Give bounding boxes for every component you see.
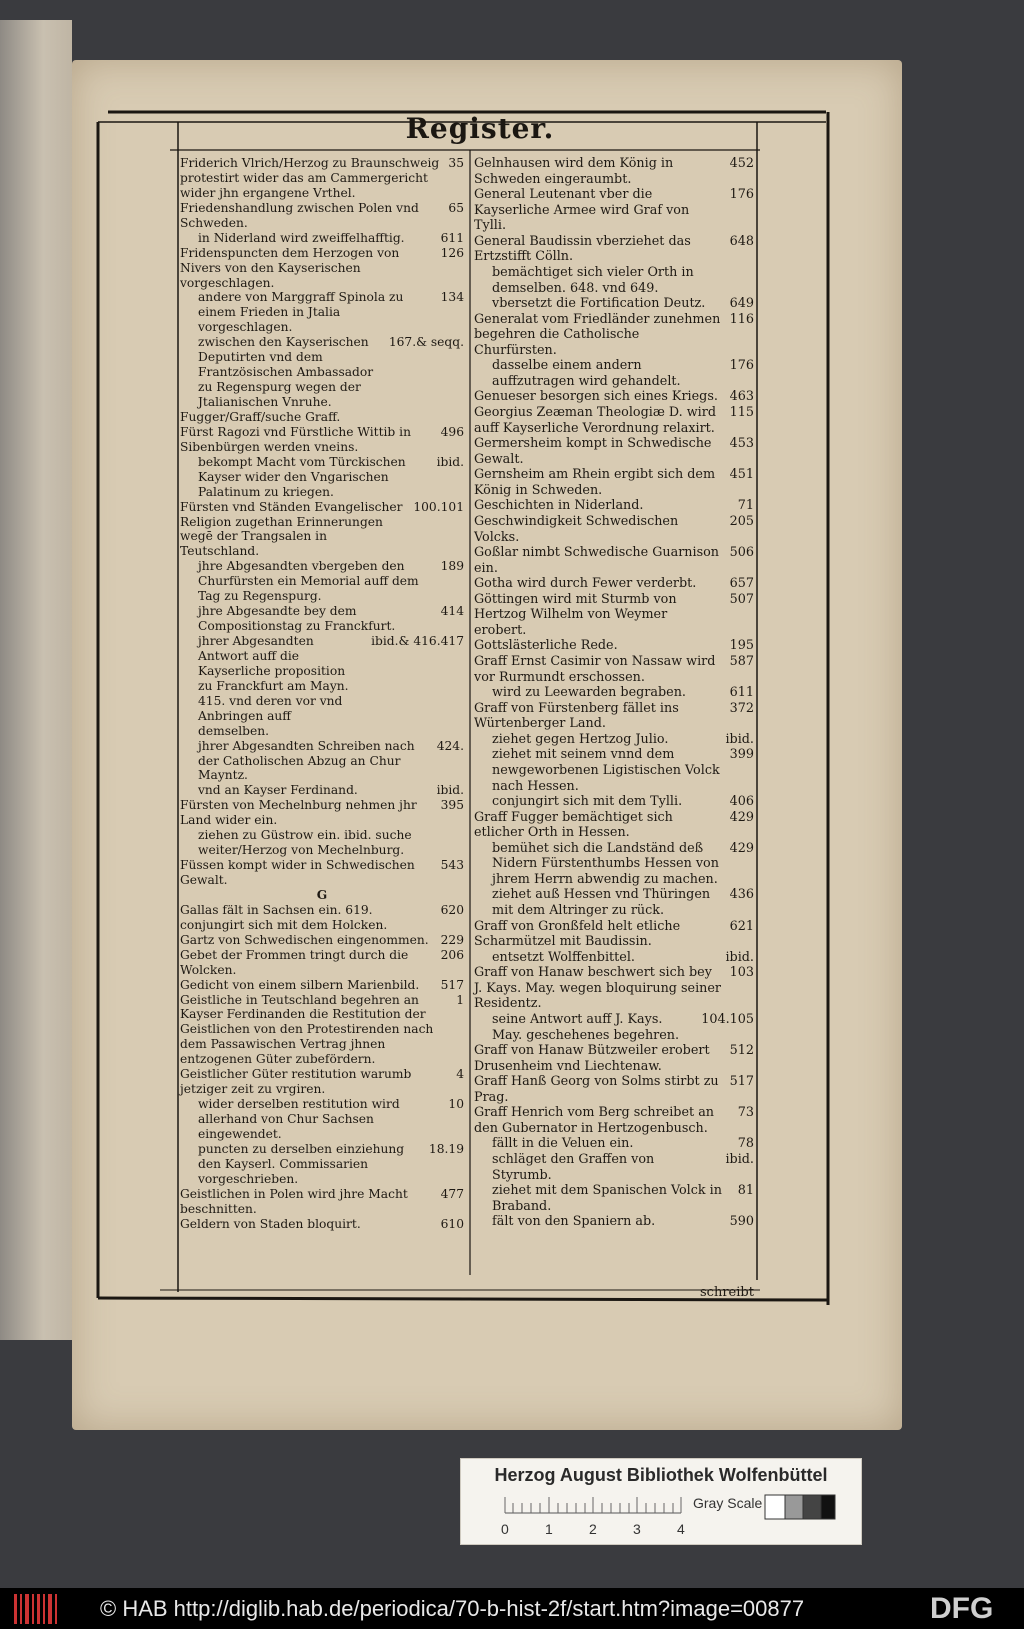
register-entry	[474, 1214, 754, 1230]
entry-page-number: 126	[440, 245, 464, 260]
register-entry	[474, 405, 754, 436]
register-entry	[180, 290, 464, 335]
entry-page-number: 134	[440, 290, 464, 305]
entry-page-number: ibid.	[725, 1152, 754, 1167]
register-entry	[180, 993, 464, 1068]
entry-page-number: 100.101	[413, 499, 464, 514]
entry-page-number: 611	[729, 685, 754, 701]
register-entry	[180, 335, 464, 410]
entry-page-number: 463	[729, 389, 754, 405]
entry-text: schläget den Graffen von Styrumb.	[492, 1152, 655, 1183]
scale-number: 4	[677, 1521, 685, 1537]
entry-text: Gebet der Frommen tringt durch die Wolcken.	[180, 947, 409, 977]
entry-text: Germersheim kompt in Schwedische Gewalt.	[474, 436, 712, 467]
entry-page-number: 395	[440, 798, 464, 813]
register-entry	[180, 933, 464, 948]
footer-bar	[0, 1588, 1024, 1629]
entry-text: jhre Abgesandte bey dem Compositionstag zu Franckfurt.	[198, 604, 396, 634]
register-entry	[180, 1217, 464, 1232]
register-entry	[180, 978, 464, 993]
entry-text: Fugger/Graff/suche Graff.	[180, 409, 341, 424]
entry-text: entsetzt Wolffenbittel.	[492, 949, 635, 965]
entry-page-number: 10	[448, 1097, 464, 1112]
entry-text: Gallas fält in Sachsen ein. 619. conjungirt sich mit dem Holcken.	[180, 902, 388, 932]
entry-text: Graff Fugger bemächtiget sich etlicher Orth in Hessen.	[474, 809, 673, 841]
entry-page-number: 452	[729, 156, 754, 171]
entry-text: Goßlar nimbt Schwedische Guarnison ein.	[474, 545, 720, 576]
entry-page-number: 4	[456, 1067, 464, 1082]
entry-page-number: 372	[729, 700, 754, 716]
entry-page-number: 167.& seqq.	[388, 335, 464, 350]
register-entry	[474, 638, 754, 654]
entry-text: Gedicht von einem silbern Marienbild.	[180, 977, 420, 992]
entry-text: Fürst Ragozi vnd Fürstliche Wittib in Sibenbürgen werden vneins.	[180, 424, 411, 454]
ruler	[461, 1459, 861, 1544]
register-entry	[474, 234, 754, 265]
entry-text: Geschichten in Niderland.	[474, 498, 644, 514]
entry-text: ziehet mit seinem vnnd dem newgeworbenen Ligistischen Volck nach Hessen.	[492, 747, 720, 794]
register-entry	[474, 950, 754, 966]
register-entry	[474, 592, 754, 639]
entry-text: Geistliche in Teutschland begehren an Kayser Ferdinanden die Restitution der Geistlichen von den Protestirenden nach dem Passawischen Vertrag jhnen entzogenen Güter zubefördern.	[180, 992, 434, 1067]
entry-page-number: 657	[729, 576, 754, 592]
entry-page-number: 116	[729, 311, 754, 327]
register-entry	[474, 841, 754, 888]
entry-text: bemächtiget sich vieler Orth in demselben. 648. vnd 649.	[492, 264, 694, 296]
register-entry	[180, 425, 464, 455]
entry-page-number: 620	[440, 902, 464, 917]
register-entry	[474, 296, 754, 312]
entry-text: Geistlicher Güter restitution warumb jetziger zeit zu vrgiren.	[180, 1067, 412, 1097]
entry-page-number: ibid.	[725, 949, 754, 965]
entry-page-number: 78	[737, 1136, 754, 1152]
entry-page-number: 610	[440, 1216, 464, 1231]
entry-text: bemühet sich die Landständ deß Nidern Fürstenthumbs Hessen von jhrem Herrn abwendig zu machen.	[492, 840, 719, 887]
entry-text: Gottslästerliche Rede.	[474, 638, 618, 654]
entry-page-number: 543	[440, 858, 464, 873]
entry-page-number: ibid.	[436, 454, 464, 469]
entry-text: Füssen kompt wider in Schwedischen Gewalt.	[180, 858, 415, 887]
entry-text: Graff Hanß Georg von Solms stirbt zu Prag.	[474, 1074, 719, 1105]
entry-text: General Leutenant vber die Kayserliche Armee wird Graf von Tylli.	[474, 187, 690, 234]
dfg-logo: DFG	[930, 1592, 994, 1625]
entry-page-number: 436	[729, 887, 754, 903]
section-letter: G	[316, 886, 328, 902]
entry-page-number: 71	[737, 498, 754, 514]
entry-page-number: 103	[729, 965, 754, 981]
register-entry	[474, 576, 754, 592]
register-entry	[180, 828, 464, 858]
register-entry	[474, 685, 754, 701]
entry-page-number: 399	[729, 747, 754, 763]
entry-text: Friedenshandlung zwischen Polen vnd Schweden.	[180, 200, 419, 230]
entry-page-number: 81	[737, 1183, 754, 1199]
catchword: schreibt	[700, 1285, 754, 1300]
register-entry	[180, 201, 464, 231]
entry-page-number: 18.19	[428, 1141, 464, 1156]
entry-text: Generalat vom Friedländer zunehmen begehren die Catholische Churfürsten.	[474, 311, 721, 358]
register-entry	[474, 1105, 754, 1136]
register-entry	[474, 810, 754, 841]
register-entry	[180, 1187, 464, 1217]
library-label-card	[460, 1458, 862, 1545]
entry-text: ziehet mit dem Spanischen Volck in Braband.	[492, 1183, 722, 1214]
entry-text: Geschwindigkeit Schwedischen Volcks.	[474, 513, 679, 545]
entry-text: zwischen den Kayserischen Deputirten vnd dem Frantzösischen Ambassador zu Regenspurg wegen der Jtalianischen Vnruhe.	[198, 335, 374, 409]
entry-page-number: 206	[440, 947, 464, 962]
entry-page-number: 414	[440, 604, 464, 619]
entry-text: General Baudissin vberziehet das Ertzstifft Cölln.	[474, 233, 691, 265]
register-entry	[474, 1136, 754, 1152]
entry-page-number: 189	[440, 559, 464, 574]
entry-text: seine Antwort auff J. Kays. May. geschehenes begehren.	[492, 1011, 680, 1043]
entry-page-number: 453	[729, 436, 754, 452]
register-entry	[474, 654, 754, 685]
scale-number: 2	[589, 1521, 597, 1537]
page-title: Register.	[405, 112, 555, 145]
register-entry	[474, 436, 754, 467]
register-entry	[474, 498, 754, 514]
entry-text: wider derselben restitution wird allerhand von Chur Sachsen eingewendet.	[198, 1097, 400, 1141]
entry-text: in Niderland wird zweiffelhafftig.	[198, 230, 405, 245]
footer-url[interactable]: © HAB http://diglib.hab.de/periodica/70-b-hist-2f/start.htm?image=00877	[100, 1596, 805, 1621]
entry-page-number: 517	[440, 977, 464, 992]
entry-text: Graff Ernst Casimir von Nassaw wird vor Rurmundt erschossen.	[474, 654, 716, 685]
entry-page-number: 115	[729, 405, 754, 420]
register-entry	[180, 1142, 464, 1187]
entry-page-number: 590	[729, 1214, 754, 1230]
register-entry	[474, 1043, 754, 1074]
entry-text: fält von den Spaniern ab.	[492, 1214, 656, 1230]
register-right-column	[474, 156, 754, 1230]
entry-text: Gelnhausen wird dem König in Schweden eingeraumbt.	[474, 156, 674, 187]
register-entry	[474, 1152, 754, 1183]
register-entry	[474, 187, 754, 234]
entry-text: Göttingen wird mit Sturmb von Hertzog Wilhelm von Weymer erobert.	[474, 591, 677, 638]
register-entry	[180, 634, 464, 739]
entry-text: fällt in die Veluen ein.	[492, 1136, 634, 1152]
register-entry	[474, 156, 754, 187]
entry-page-number: 429	[729, 840, 754, 856]
entry-text: Geistlichen in Polen wird jhre Macht beschnitten.	[180, 1186, 408, 1216]
entry-text: Fridenspuncten dem Herzogen von Nivers von den Kayserischen vorgeschlagen.	[180, 245, 400, 290]
entry-text: conjungirt sich mit dem Tylli.	[492, 794, 683, 810]
entry-text: jhre Abgesandten vbergeben den Churfürsten ein Memorial auff dem Tag zu Regenspurg.	[198, 559, 419, 604]
entry-text: Graff Henrich vom Berg schreibet an den Gubernator in Hertzogenbusch.	[474, 1105, 715, 1136]
entry-text: Gartz von Schwedischen eingenommen.	[180, 932, 429, 947]
entry-text: wird zu Leewarden begraben.	[492, 685, 686, 701]
register-entry	[180, 246, 464, 291]
entry-text: vbersetzt die Fortification Deutz.	[492, 296, 706, 312]
entry-page-number: 195	[729, 638, 754, 654]
register-entry	[180, 231, 464, 246]
register-entry	[474, 358, 754, 389]
entry-text: Genueser besorgen sich eines Kriegs.	[474, 389, 718, 405]
entry-text: Graff von Hanaw Bützweiler erobert Drusenheim vnd Liechtenaw.	[474, 1043, 710, 1074]
entry-text: Fürsten von Mechelnburg nehmen jhr Land wider ein.	[180, 798, 417, 828]
register-entry	[180, 559, 464, 604]
register-entry	[180, 948, 464, 978]
entry-page-number: 517	[729, 1074, 754, 1090]
register-entry	[474, 965, 754, 1012]
entry-page-number: 406	[729, 794, 754, 810]
entry-page-number: 229	[440, 932, 464, 947]
entry-page-number: 104.105	[701, 1011, 754, 1027]
entry-page-number: 507	[729, 591, 754, 607]
register-entry	[180, 156, 464, 201]
register-entry	[474, 389, 754, 405]
entry-page-number: 512	[729, 1043, 754, 1059]
register-entry	[474, 1074, 754, 1105]
register-entry	[474, 1012, 754, 1043]
entry-page-number: 477	[440, 1186, 464, 1201]
register-entry	[180, 783, 464, 798]
entry-text: ziehet gegen Hertzog Julio.	[492, 731, 669, 747]
entry-page-number: 649	[729, 296, 754, 312]
register-entry	[474, 312, 754, 359]
scale-number: 0	[501, 1521, 509, 1537]
entry-text: Georgius Zeæman Theologiæ D. wird auff Kayserliche Verordnung relaxirt.	[474, 405, 716, 436]
entry-text: bekompt Macht vom Türckischen Kayser wider den Vngarischen Palatinum zu kriegen.	[198, 454, 406, 499]
entry-text: dasselbe einem andern auffzutragen wird gehandelt.	[492, 358, 681, 389]
register-entry	[180, 410, 464, 425]
register-entry	[180, 739, 464, 784]
register-entry	[474, 732, 754, 748]
barcode-icon	[14, 1594, 58, 1624]
entry-page-number: 621	[729, 918, 754, 934]
library-name: Herzog August Bibliothek Wolfenbüttel	[494, 1465, 828, 1485]
entry-text: vnd an Kayser Ferdinand.	[198, 783, 358, 798]
gray-scale-label: Gray Scale	[693, 1495, 763, 1511]
register-entry	[474, 265, 754, 296]
register-entry	[474, 545, 754, 576]
register-entry	[474, 747, 754, 794]
register-entry	[474, 794, 754, 810]
entry-text: Gernsheim am Rhein ergibt sich dem König in Schweden.	[474, 467, 716, 498]
register-entry	[180, 1067, 464, 1097]
entry-page-number: 176	[729, 187, 754, 203]
entry-text: Geldern von Staden bloquirt.	[180, 1216, 361, 1231]
entry-page-number: 205	[729, 513, 754, 529]
register-entry	[474, 1183, 754, 1214]
entry-text: Friderich Vlrich/Herzog zu Braunschweig protestirt wider das am Cammergericht wider jhn ergangene Vrthel.	[180, 156, 440, 200]
entry-page-number: 65	[448, 200, 464, 215]
entry-page-number: ibid.	[436, 783, 464, 798]
register-entry	[180, 604, 464, 634]
entry-page-number: 451	[729, 467, 754, 483]
entry-page-number: ibid.	[725, 731, 754, 747]
register-entry	[474, 887, 754, 918]
entry-text: Graff von Fürstenberg fället ins Würtenberger Land.	[474, 700, 679, 732]
entry-text: jhrer Abgesandten Schreiben nach der Catholischen Abzug an Chur Mayntz.	[198, 738, 415, 783]
register-entry	[180, 903, 464, 933]
entry-text: Graff von Hanaw beschwert sich bey J. Kays. May. wegen bloquirung seiner Residentz.	[474, 965, 722, 1012]
entry-page-number: 496	[440, 424, 464, 439]
register-entry	[474, 919, 754, 950]
entry-text: Gotha wird durch Fewer verderbt.	[474, 576, 697, 592]
entry-page-number: ibid.& 416.417	[371, 634, 464, 648]
entry-page-number: 424.	[436, 738, 464, 753]
entry-page-number: 648	[729, 233, 754, 249]
entry-text: puncten zu derselben einziehung den Kayserl. Commissarien vorgeschrieben.	[198, 1141, 405, 1186]
register-entry	[180, 455, 464, 500]
entry-text: Graff von Gronßfeld helt etliche Scharmützel mit Baudissin.	[474, 918, 681, 950]
register-entry	[180, 798, 464, 828]
entry-page-number: 506	[729, 545, 754, 561]
entry-page-number: 587	[729, 654, 754, 669]
register-entry	[180, 858, 464, 888]
register-entry	[180, 500, 464, 560]
entry-page-number: 176	[729, 358, 754, 374]
register-entry	[474, 701, 754, 732]
register-left-column	[180, 156, 464, 1232]
entry-text: Fürsten vnd Ständen Evangelischer Religion zugethan Erinnerungen wegē der Trangsalen in Teutschland.	[180, 499, 403, 559]
entry-page-number: 1	[456, 992, 464, 1007]
entry-text: andere von Marggraff Spinola zu einem Frieden in Jtalia vorgeschlagen.	[198, 290, 404, 335]
entry-page-number: 35	[448, 156, 464, 170]
scale-number: 3	[633, 1521, 641, 1537]
entry-page-number: 611	[440, 230, 464, 245]
entry-text: jhrer Abgesandten Antwort auff die Kayserliche proposition zu Franckfurt am Mayn. 415. vnd deren vor vnd Anbringen auff demselben.	[198, 634, 349, 738]
scale-number: 1	[545, 1521, 553, 1537]
register-entry	[180, 1097, 464, 1142]
register-entry	[474, 514, 754, 545]
entry-page-number: 73	[737, 1105, 754, 1121]
entry-page-number: 429	[729, 809, 754, 825]
entry-text: ziehet auß Hessen vnd Thüringen mit dem Altringer zu rück.	[492, 887, 711, 918]
register-entry	[474, 467, 754, 498]
entry-text: ziehen zu Güstrow ein. ibid. suche weiter/Herzog von Mechelnburg.	[198, 828, 412, 858]
